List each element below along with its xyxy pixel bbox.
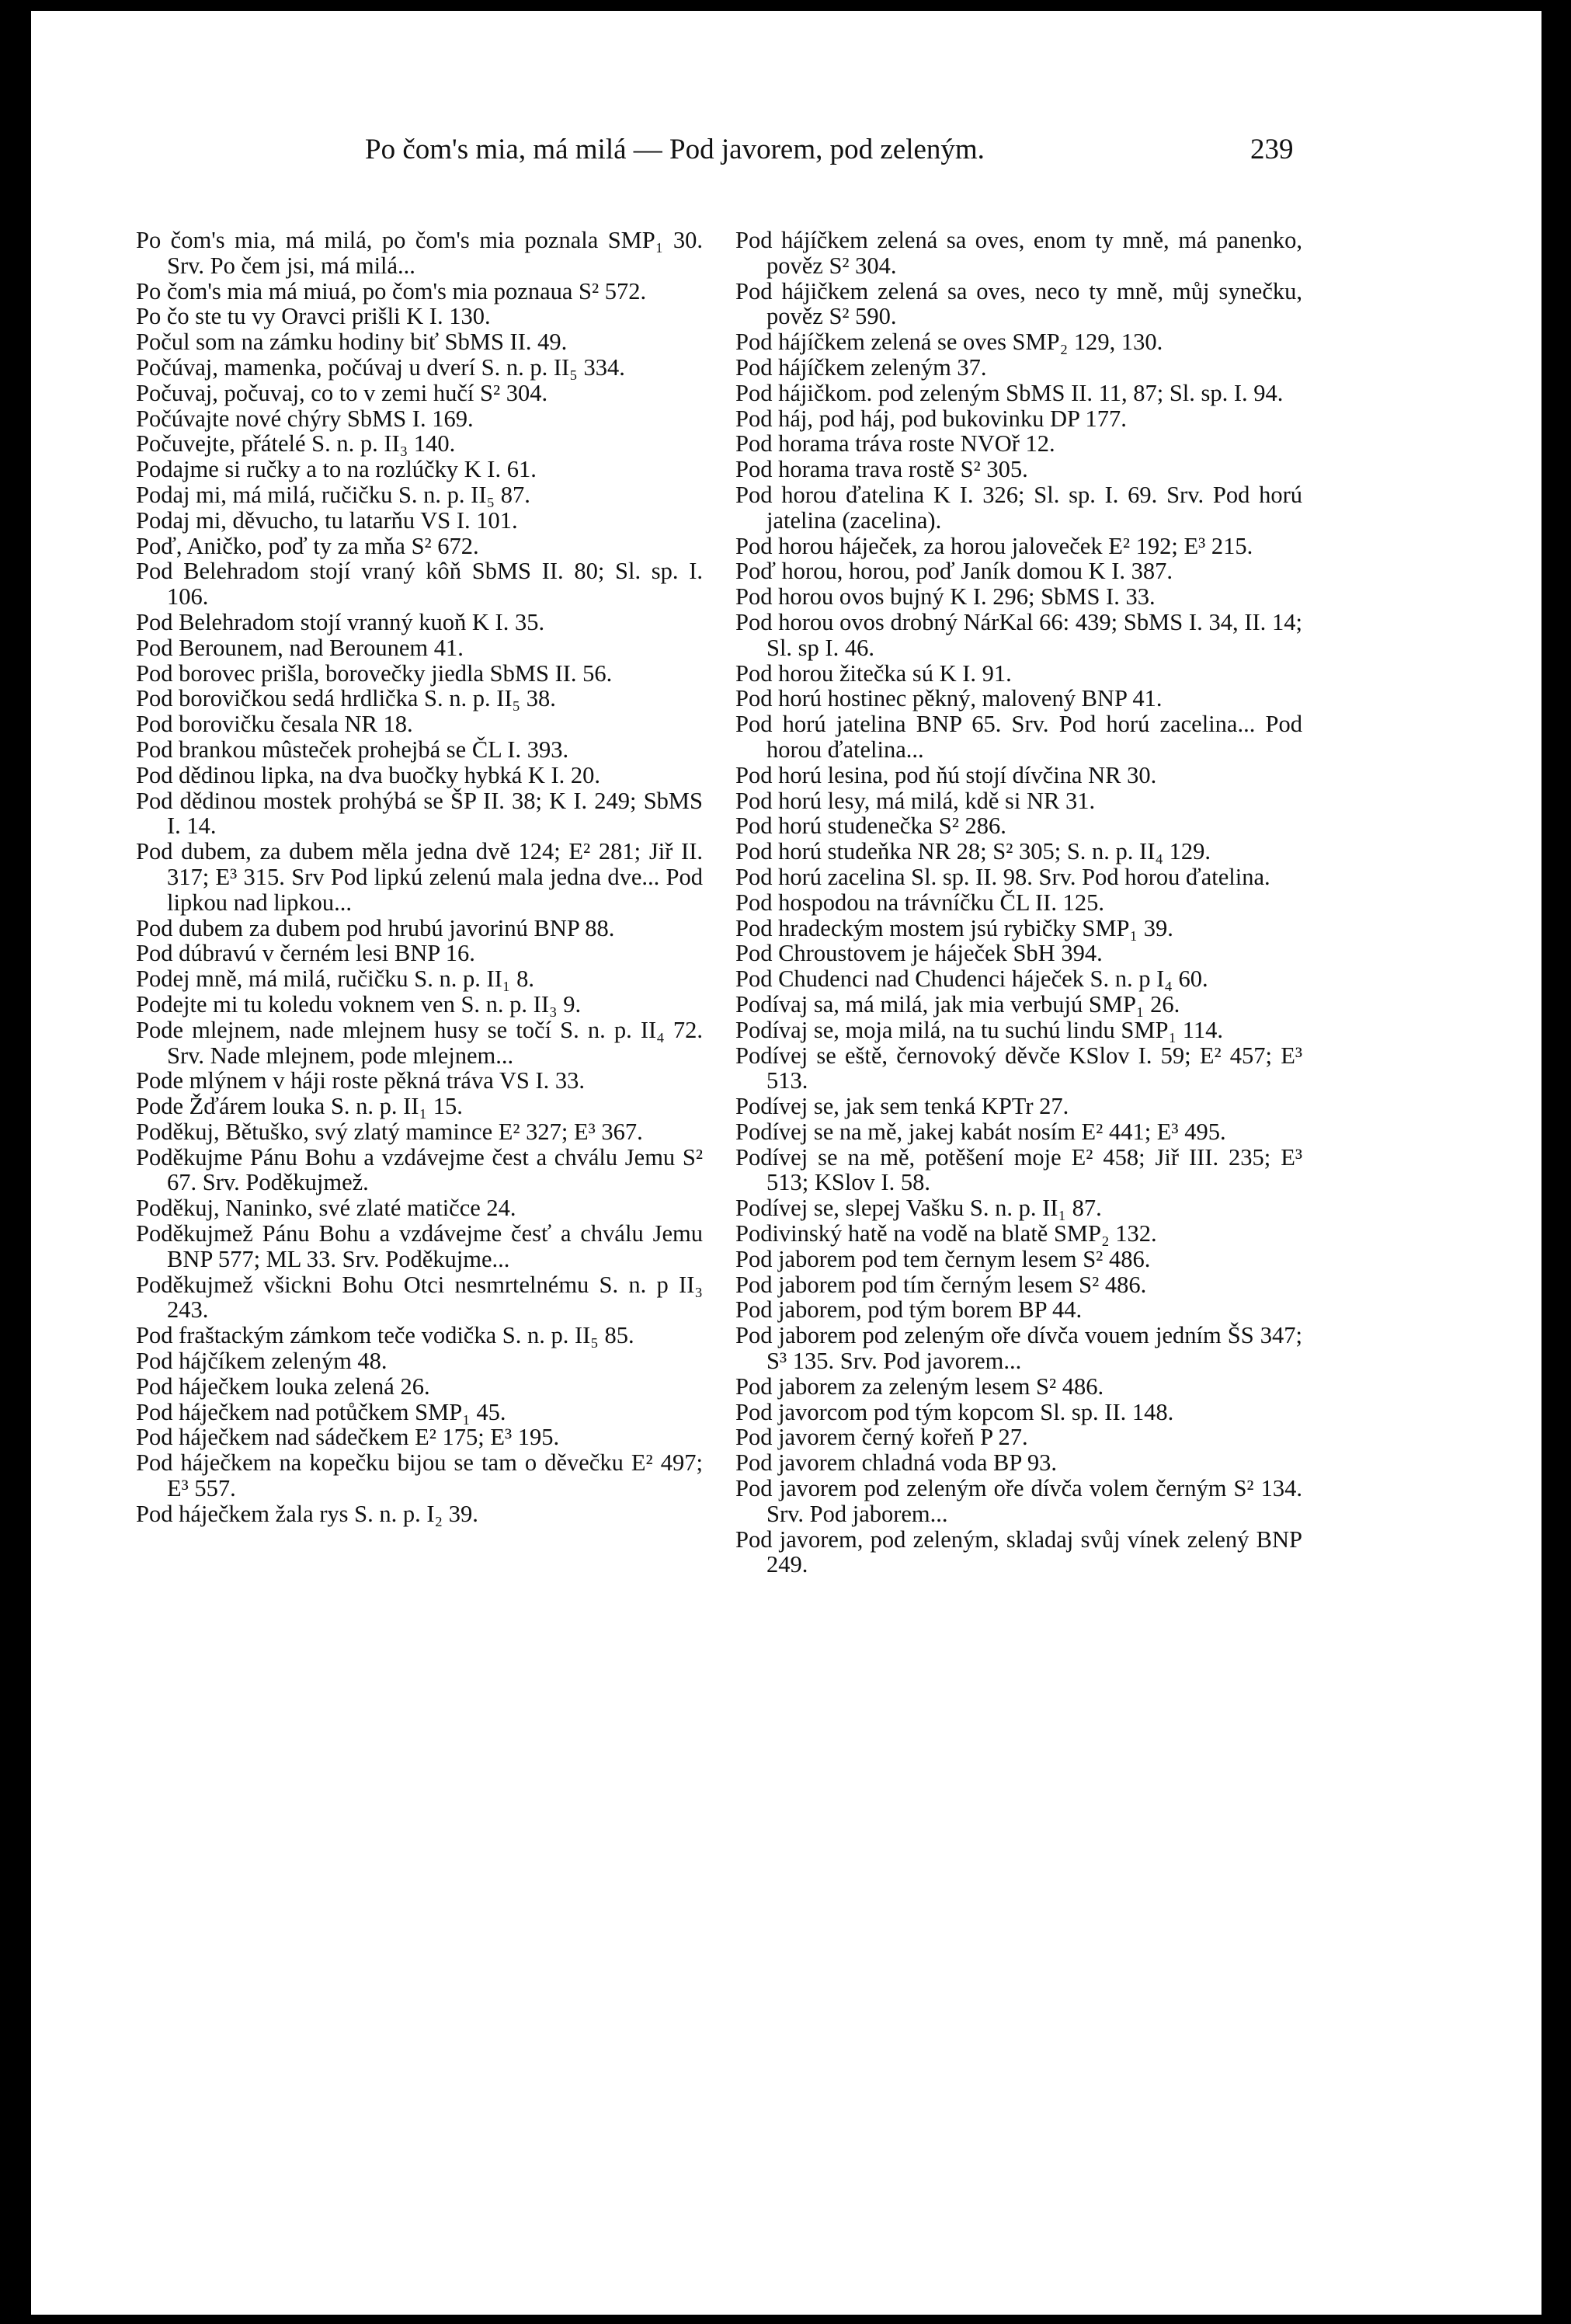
index-entry: Počuvaj, počuvaj, co to v zemi hučí S² 304.	[136, 379, 548, 406]
index-entry: Pod horú zacelina Sl. sp. II. 98. Srv. Pod horou ďatelina.	[735, 863, 1270, 890]
index-entry: Podej mně, má milá, ručičku S. n. p. II₁ 8.	[136, 965, 534, 993]
index-entry: Pod dúbravú v černém lesi BNP 16.	[136, 940, 475, 967]
index-entry: Pod háječkem na kopečku bijou se tam o děvečku E² 497; E³ 557.	[136, 1449, 703, 1502]
index-entry: Pod javorem pod zeleným oře dívča volem černým S² 134. Srv. Pod jaborem...	[735, 1475, 1302, 1527]
index-entry: Podívaj se, moja milá, na tu suchú lindu SMP₁ 114.	[735, 1016, 1223, 1043]
index-entry: Pod Belehradom stojí vranný kuoň K I. 35.	[136, 608, 545, 635]
index-entry: Pod hájíčkem zeleným 37.	[735, 353, 987, 381]
index-entry: Pod borovičku česala NR 18.	[136, 711, 413, 738]
index-entry: Pod jaborem pod tím černým lesem S² 486.	[735, 1271, 1147, 1298]
index-entry: Pod jaborem, pod tým borem BP 44.	[735, 1296, 1083, 1324]
index-entry: Pod hospodou na trávníčku ČL II. 125.	[735, 889, 1104, 916]
index-entry: Pod horama trava rostě S² 305.	[735, 456, 1028, 483]
index-entry: Pod horama tráva roste NVOř 12.	[735, 430, 1055, 457]
right-column	[735, 228, 1302, 1578]
index-entry: Pod Chroustovem je háječek SbH 394.	[735, 940, 1103, 967]
index-entry: Po čom's mia, má milá, po čom's mia poznala SMP₁ 30. Srv. Po čem jsi, má milá...	[136, 227, 703, 279]
index-entry: Pod Berounem, nad Berounem 41.	[136, 634, 464, 661]
index-entry: Pod brankou mûsteček prohejbá se ČL I. 393.	[136, 736, 569, 763]
index-entry: Podejte mi tu koledu voknem ven S. n. p. II₃ 9.	[136, 990, 582, 1018]
index-entry: Pod hradeckým mostem jsú rybičky SMP₁ 39.	[735, 914, 1173, 941]
index-entry: Pod horou ovos bujný K I. 296; SbMS I. 33.	[735, 583, 1156, 611]
index-entry: Podajme si ručky a to na rozlúčky K I. 61.	[136, 456, 537, 483]
index-entry: Poděkujmež všickni Bohu Otci nesmrtelnému S. n. p II₃ 243.	[136, 1271, 703, 1324]
index-entry: Pod háj, pod háj, pod bukovinku DP 177.	[735, 405, 1127, 432]
index-entry: Pod horú lesina, pod ňú stojí dívčina NR 30.	[735, 761, 1157, 788]
index-entry: Pod horou žitečka sú K I. 91.	[735, 659, 1012, 687]
left-column	[136, 228, 703, 1527]
index-entry: Pod háječkem žala rys S. n. p. I₂ 39.	[136, 1500, 478, 1527]
index-entry: Pod Chudenci nad Chudenci háječek S. n. p I₄ 60.	[735, 965, 1208, 993]
index-entry: Podívej se eště, černovoký děvče KSlov I. 59; E² 457; E³ 513.	[735, 1042, 1302, 1094]
index-entry: Pod horou ďatelina K I. 326; Sl. sp. I. 69. Srv. Pod horú jatelina (zacelina).	[735, 481, 1302, 534]
index-entry: Pode Žďárem louka S. n. p. II₁ 15.	[136, 1093, 463, 1120]
index-entry: Pod dubem, za dubem měla jedna dvě 124; E² 281; Jiř II. 317; E³ 315. Srv Pod lipkú zelenú mala jedna dve... Pod lipkou nad lipkou...	[136, 838, 703, 916]
index-entry: Pode mlejnem, nade mlejnem husy se točí S. n. p. II₄ 72. Srv. Nade mlejnem, pode mlejnem...	[136, 1016, 703, 1069]
index-entry: Pod jaborem pod zeleným oře dívča vouem jedním ŠS 347; S³ 135. Srv. Pod javorem...	[735, 1322, 1302, 1375]
page-header	[31, 133, 1541, 187]
index-entry: Pod borovec prišla, borovečky jiedla SbMS II. 56.	[136, 659, 613, 687]
index-entry: Pod horou háječek, za horou jaloveček E² 192; E³ 215.	[735, 532, 1253, 559]
book-page	[31, 11, 1541, 2315]
index-entry: Pod horú jatelina BNP 65. Srv. Pod horú zacelina... Pod horou ďatelina...	[735, 711, 1302, 763]
index-entry: Podaj mi, děvucho, tu latarňu VS I. 101.	[136, 506, 518, 534]
index-entry: Po čo ste tu vy Oravci prišli K I. 130.	[136, 303, 491, 330]
index-entry: Pod dědinou mostek prohýbá se ŠP II. 38; K I. 249; SbMS I. 14.	[136, 787, 703, 840]
index-entry: Podívej se na mě, jakej kabát nosím E² 441; E³ 495.	[735, 1118, 1226, 1145]
index-entry: Počúvajte nové chýry SbMS I. 169.	[136, 405, 474, 432]
index-entry: Pod hájíčkem zelená sa oves, enom ty mně, má panenko, pověz S² 304.	[735, 227, 1302, 279]
index-entry: Poděkujme Pánu Bohu a vzdávejme čest a chválu Jemu S² 67. Srv. Poděkujmež.	[136, 1143, 703, 1196]
index-entry: Pod jaborem za zeleným lesem S² 486.	[735, 1372, 1104, 1400]
index-entry: Poděkuj, Naninko, své zlaté matičce 24.	[136, 1195, 516, 1222]
index-entry: Pod javorem, pod zeleným, skladaj svůj vínek zelený BNP 249.	[735, 1526, 1302, 1578]
index-entry: Pod fraštackým zámkom teče vodička S. n. p. II₅ 85.	[136, 1322, 634, 1349]
index-entry: Pod hájičkem zelená sa oves, neco ty mně, můj synečku, pověz S² 590.	[735, 277, 1302, 330]
index-entry: Pod hájčíkem zeleným 48.	[136, 1348, 388, 1375]
index-entry: Počul som na zámku hodiny biť SbMS II. 49.	[136, 329, 568, 356]
index-entry: Poděkuj, Bětuško, svý zlatý mamince E² 327; E³ 367.	[136, 1118, 643, 1145]
index-entry: Podívej se, slepej Vašku S. n. p. II₁ 87.	[735, 1195, 1102, 1222]
index-entry: Poď horou, horou, poď Janík domou K I. 387.	[735, 558, 1173, 585]
index-entry: Pod hájíčkem zelená se oves SMP₂ 129, 130.	[735, 329, 1163, 356]
index-entry: Pod jaborem pod tem černym lesem S² 486.	[735, 1245, 1151, 1272]
index-entry: Pod horou ovos drobný NárKal 66: 439; SbMS I. 34, II. 14; Sl. sp I. 46.	[735, 608, 1302, 661]
running-title: Po čom's mia, má milá — Pod javorem, pod zeleným.	[365, 134, 985, 165]
index-entry: Pod borovičkou sedá hrdlička S. n. p. II₅ 38.	[136, 685, 556, 712]
index-entry: Podivinský hatě na vodě na blatě SMP₂ 132.	[735, 1220, 1157, 1247]
index-entry: Poděkujmež Pánu Bohu a vzdávejme česť a chválu Jemu BNP 577; ML 33. Srv. Poděkujme...	[136, 1220, 703, 1272]
index-entry: Počúvaj, mamenka, počúvaj u dverí S. n. p. II₅ 334.	[136, 353, 625, 381]
index-entry: Pod dědinou lipka, na dva buočky hybká K I. 20.	[136, 761, 601, 788]
index-entry: Pod horú hostinec pěkný, malovený BNP 41.	[735, 685, 1163, 712]
index-entry: Podívej se na mě, potěšení moje E² 458; Jiř III. 235; E³ 513; KSlov I. 58.	[735, 1143, 1302, 1196]
index-entry: Podaj mi, má milá, ručičku S. n. p. II₅ 87.	[136, 481, 530, 508]
index-entry: Podívaj sa, má milá, jak mia verbujú SMP₁ 26.	[735, 990, 1180, 1018]
index-entry: Pod horú lesy, má milá, kdě si NR 31.	[735, 787, 1096, 814]
index-entry: Pod horú studeňka NR 28; S² 305; S. n. p. II₄ 129.	[735, 838, 1211, 865]
index-entry: Pod dubem za dubem pod hrubú javorinú BNP 88.	[136, 914, 615, 941]
index-entry: Podívej se, jak sem tenká KPTr 27.	[735, 1093, 1069, 1120]
index-entry: Pod horú studenečka S² 286.	[735, 812, 1006, 840]
index-entry: Pod javorem černý kořeň P 27.	[735, 1424, 1028, 1451]
index-entry: Poď, Aničko, poď ty za mňa S² 672.	[136, 532, 479, 559]
index-entry: Pode mlýnem v háji roste pěkná tráva VS I. 33.	[136, 1067, 585, 1094]
index-entry: Pod háječkem louka zelená 26.	[136, 1372, 430, 1400]
index-entry: Pod javorem chladná voda BP 93.	[735, 1449, 1057, 1477]
index-entry: Pod háječkem nad sádečkem E² 175; E³ 195.	[136, 1424, 560, 1451]
index-entry: Po čom's mia má miuá, po čom's mia poznaua S² 572.	[136, 277, 647, 304]
index-entry: Pod háječkem nad potůčkem SMP₁ 45.	[136, 1398, 506, 1425]
index-entry: Počuvejte, přátelé S. n. p. II₃ 140.	[136, 430, 456, 457]
index-entry: Pod hájičkom. pod zeleným SbMS II. 11, 87; Sl. sp. I. 94.	[735, 379, 1284, 406]
index-entry: Pod Belehradom stojí vraný kôň SbMS II. 80; Sl. sp. I. 106.	[136, 558, 703, 611]
page-number: 239	[1250, 134, 1294, 165]
index-entry: Pod javorcom pod tým kopcom Sl. sp. II. 148.	[735, 1398, 1174, 1425]
